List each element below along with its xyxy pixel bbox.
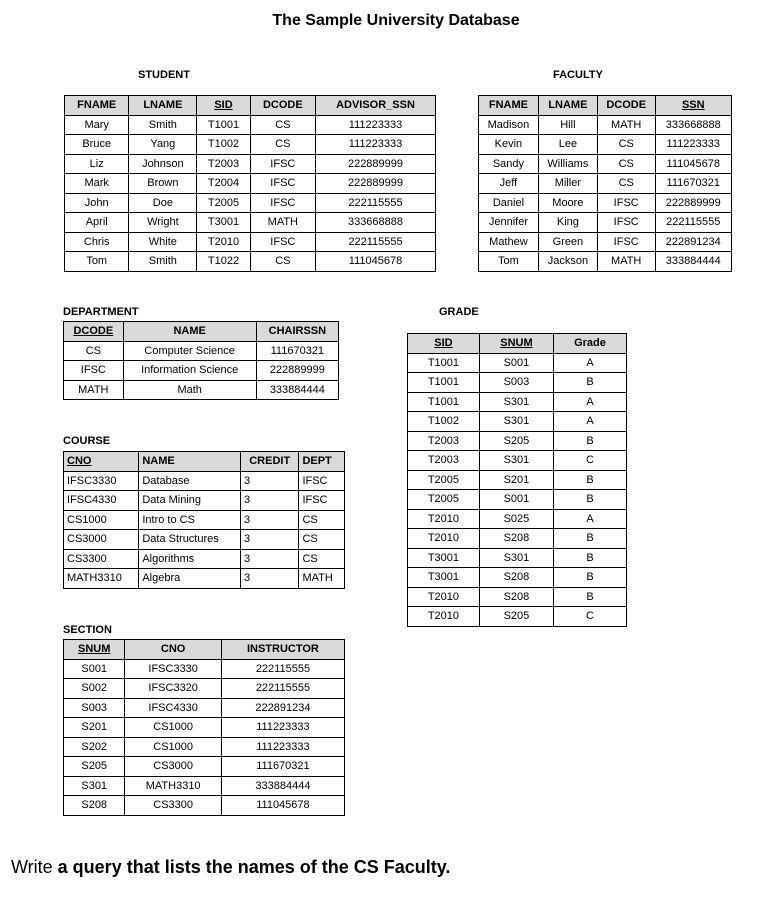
faculty-label: FACULTY <box>553 69 603 81</box>
cell: T3001 <box>197 213 250 233</box>
cell: C <box>553 451 626 471</box>
question-prefix: Write <box>11 857 58 877</box>
cell: Data Structures <box>139 530 241 550</box>
cell: A <box>553 353 626 373</box>
student-label: STUDENT <box>138 69 190 81</box>
cell: 222889999 <box>256 361 338 381</box>
cell: 222891234 <box>221 698 344 718</box>
cell: Smith <box>129 115 197 135</box>
page-title: The Sample University Database <box>272 12 520 29</box>
cell: T3001 <box>408 548 480 568</box>
cell: S001 <box>64 659 125 679</box>
cell: Algebra <box>139 569 241 589</box>
cell: 222115555 <box>221 659 344 679</box>
cell: 3 <box>241 471 299 491</box>
cell: Tom <box>479 252 539 272</box>
cell: S001 <box>479 490 553 510</box>
cell: Data Mining <box>139 491 241 511</box>
department-header-dcode: DCODE <box>64 322 124 342</box>
cell: S301 <box>479 451 553 471</box>
cell: 111670321 <box>221 757 344 777</box>
cell: 222889999 <box>655 193 732 213</box>
cell: Intro to CS <box>139 510 241 530</box>
table-row <box>479 193 732 213</box>
section-header-snum: SNUM <box>64 640 125 660</box>
cell: CS <box>597 154 655 174</box>
cell: T1001 <box>408 353 480 373</box>
table-row <box>64 659 345 679</box>
cell: Mary <box>65 115 129 135</box>
faculty-header-lname: LNAME <box>538 96 597 116</box>
cell: B <box>553 373 626 393</box>
cell: Information Science <box>123 361 256 381</box>
section-header-cno: CNO <box>125 640 221 660</box>
grade-label: GRADE <box>439 306 479 318</box>
cell: 111223333 <box>221 718 344 738</box>
cell: IFSC3330 <box>125 659 221 679</box>
cell: 111223333 <box>315 115 435 135</box>
table-row <box>408 353 627 373</box>
cell: CS <box>299 549 345 569</box>
cell: Jennifer <box>479 213 539 233</box>
cell: T1001 <box>408 373 480 393</box>
cell: CS <box>250 115 315 135</box>
course-label: COURSE <box>63 435 111 447</box>
cell: White <box>129 232 197 252</box>
cell: IFSC <box>299 471 345 491</box>
table-row <box>64 737 345 757</box>
cell: S001 <box>479 353 553 373</box>
question-text <box>11 857 450 878</box>
cell: 222891234 <box>655 232 732 252</box>
table-row <box>408 373 627 393</box>
faculty-header-fname: FNAME <box>479 96 539 116</box>
cell: CS1000 <box>64 510 139 530</box>
department-label: DEPARTMENT <box>63 306 139 318</box>
cell: S301 <box>64 776 125 796</box>
cell: CS <box>250 135 315 155</box>
cell: 3 <box>241 510 299 530</box>
student-table <box>64 95 436 272</box>
cell: Green <box>538 232 597 252</box>
table-row <box>408 509 627 529</box>
cell: Williams <box>538 154 597 174</box>
table-row <box>65 232 436 252</box>
cell: Hill <box>538 115 597 135</box>
table-row <box>408 568 627 588</box>
course-header-name: NAME <box>139 452 241 472</box>
cell: 222115555 <box>315 232 435 252</box>
cell: 222889999 <box>315 154 435 174</box>
cell: Lee <box>538 135 597 155</box>
cell: CS1000 <box>125 718 221 738</box>
grade-header-grade: Grade <box>553 334 626 354</box>
cell: S205 <box>479 431 553 451</box>
cell: 222115555 <box>221 679 344 699</box>
cell: IFSC <box>64 361 124 381</box>
cell: 3 <box>241 569 299 589</box>
cell: A <box>553 509 626 529</box>
cell: B <box>553 490 626 510</box>
cell: Mathew <box>479 232 539 252</box>
cell: T2010 <box>408 529 480 549</box>
department-header-name: NAME <box>123 322 256 342</box>
cell: Chris <box>65 232 129 252</box>
table-row <box>64 776 345 796</box>
cell: April <box>65 213 129 233</box>
cell: Madison <box>479 115 539 135</box>
cell: A <box>553 392 626 412</box>
cell: CS3300 <box>64 549 139 569</box>
cell: T2005 <box>408 490 480 510</box>
cell: Doe <box>129 193 197 213</box>
cell: B <box>553 587 626 607</box>
cell: CS1000 <box>125 737 221 757</box>
table-row <box>408 607 627 627</box>
cell: Tom <box>65 252 129 272</box>
cell: Math <box>123 380 256 400</box>
cell: S301 <box>479 548 553 568</box>
cell: Kevin <box>479 135 539 155</box>
cell: S003 <box>479 373 553 393</box>
cell: Computer Science <box>123 341 256 361</box>
cell: S205 <box>64 757 125 777</box>
cell: T3001 <box>408 568 480 588</box>
cell: 111045678 <box>315 252 435 272</box>
cell: CS <box>597 135 655 155</box>
cell: Liz <box>65 154 129 174</box>
cell: Jeff <box>479 174 539 194</box>
cell: S003 <box>64 698 125 718</box>
table-row <box>408 490 627 510</box>
cell: IFSC3320 <box>125 679 221 699</box>
grade-table <box>407 333 627 627</box>
cell: CS3000 <box>64 530 139 550</box>
cell: B <box>553 431 626 451</box>
table-row <box>65 135 436 155</box>
cell: Sandy <box>479 154 539 174</box>
cell: MATH <box>597 252 655 272</box>
table-row <box>408 412 627 432</box>
cell: Database <box>139 471 241 491</box>
cell: B <box>553 470 626 490</box>
faculty-table <box>478 95 732 272</box>
cell: 111670321 <box>655 174 732 194</box>
cell: 111045678 <box>655 154 732 174</box>
cell: T1002 <box>197 135 250 155</box>
grade-header-sid: SID <box>408 334 480 354</box>
cell: S208 <box>479 587 553 607</box>
cell: IFSC3330 <box>64 471 139 491</box>
grade-header-snum: SNUM <box>479 334 553 354</box>
cell: 333884444 <box>655 252 732 272</box>
table-row <box>64 341 339 361</box>
student-header-advisor-ssn: ADVISOR_SSN <box>315 96 435 116</box>
cell: 222115555 <box>655 213 732 233</box>
cell: S025 <box>479 509 553 529</box>
cell: IFSC <box>597 232 655 252</box>
cell: IFSC <box>299 491 345 511</box>
cell: S208 <box>64 796 125 816</box>
cell: 3 <box>241 530 299 550</box>
course-header-credit: CREDIT <box>241 452 299 472</box>
cell: T2003 <box>197 154 250 174</box>
cell: C <box>553 607 626 627</box>
cell: 222115555 <box>315 193 435 213</box>
course-table <box>63 451 345 589</box>
table-row <box>64 718 345 738</box>
cell: 111045678 <box>221 796 344 816</box>
cell: S301 <box>479 392 553 412</box>
cell: 111223333 <box>315 135 435 155</box>
cell: CS <box>64 341 124 361</box>
table-row <box>479 252 732 272</box>
table-row <box>65 213 436 233</box>
cell: S201 <box>64 718 125 738</box>
cell: 3 <box>241 491 299 511</box>
cell: John <box>65 193 129 213</box>
cell: 3 <box>241 549 299 569</box>
cell: T1002 <box>408 412 480 432</box>
cell: CS <box>250 252 315 272</box>
table-row <box>64 510 345 530</box>
cell: T1001 <box>197 115 250 135</box>
cell: CS <box>299 510 345 530</box>
table-row <box>64 530 345 550</box>
cell: 333668888 <box>655 115 732 135</box>
cell: MATH3310 <box>125 776 221 796</box>
cell: CS3000 <box>125 757 221 777</box>
cell: MATH <box>250 213 315 233</box>
cell: S208 <box>479 568 553 588</box>
table-row <box>65 193 436 213</box>
cell: Miller <box>538 174 597 194</box>
cell: S301 <box>479 412 553 432</box>
cell: Algorithms <box>139 549 241 569</box>
table-row <box>479 174 732 194</box>
cell: S002 <box>64 679 125 699</box>
department-table <box>63 321 339 400</box>
section-table <box>63 639 345 816</box>
cell: S205 <box>479 607 553 627</box>
student-header-dcode: DCODE <box>250 96 315 116</box>
table-row <box>408 470 627 490</box>
table-row <box>64 796 345 816</box>
table-row <box>479 115 732 135</box>
faculty-header-dcode: DCODE <box>597 96 655 116</box>
cell: 333668888 <box>315 213 435 233</box>
cell: IFSC <box>597 193 655 213</box>
table-row <box>408 431 627 451</box>
table-row <box>64 549 345 569</box>
faculty-header-ssn: SSN <box>655 96 732 116</box>
cell: IFSC <box>250 193 315 213</box>
cell: 333884444 <box>221 776 344 796</box>
cell: Smith <box>129 252 197 272</box>
cell: T2010 <box>197 232 250 252</box>
cell: MATH <box>64 380 124 400</box>
student-header-sid: SID <box>197 96 250 116</box>
table-row <box>479 213 732 233</box>
cell: 333884444 <box>256 380 338 400</box>
table-row <box>65 154 436 174</box>
cell: T2010 <box>408 587 480 607</box>
cell: 111223333 <box>221 737 344 757</box>
cell: IFSC4330 <box>64 491 139 511</box>
cell: B <box>553 568 626 588</box>
cell: Wright <box>129 213 197 233</box>
cell: S201 <box>479 470 553 490</box>
cell: CS3300 <box>125 796 221 816</box>
student-header-lname: LNAME <box>129 96 197 116</box>
cell: King <box>538 213 597 233</box>
cell: S202 <box>64 737 125 757</box>
cell: IFSC <box>250 174 315 194</box>
section-label: SECTION <box>63 624 112 636</box>
cell: T2010 <box>408 607 480 627</box>
table-row <box>64 361 339 381</box>
table-row <box>65 174 436 194</box>
table-row <box>65 115 436 135</box>
table-row <box>479 232 732 252</box>
cell: T1001 <box>408 392 480 412</box>
table-row <box>408 548 627 568</box>
table-row <box>64 698 345 718</box>
cell: S208 <box>479 529 553 549</box>
cell: IFSC <box>597 213 655 233</box>
cell: A <box>553 412 626 432</box>
cell: CS <box>597 174 655 194</box>
cell: Moore <box>538 193 597 213</box>
cell: T2003 <box>408 431 480 451</box>
student-header-fname: FNAME <box>65 96 129 116</box>
table-row <box>408 587 627 607</box>
cell: Bruce <box>65 135 129 155</box>
cell: MATH <box>299 569 345 589</box>
cell: Mark <box>65 174 129 194</box>
table-row <box>479 135 732 155</box>
question-bold: a query that lists the names of the CS Faculty. <box>57 857 451 877</box>
cell: Yang <box>129 135 197 155</box>
cell: IFSC4330 <box>125 698 221 718</box>
cell: Jackson <box>538 252 597 272</box>
cell: T1022 <box>197 252 250 272</box>
table-row <box>479 154 732 174</box>
table-row <box>64 679 345 699</box>
cell: MATH3310 <box>64 569 139 589</box>
cell: 111223333 <box>655 135 732 155</box>
cell: 111670321 <box>256 341 338 361</box>
section-header-instructor: INSTRUCTOR <box>221 640 344 660</box>
cell: B <box>553 529 626 549</box>
cell: Brown <box>129 174 197 194</box>
cell: T2003 <box>408 451 480 471</box>
cell: T2005 <box>197 193 250 213</box>
table-row <box>64 757 345 777</box>
cell: B <box>553 548 626 568</box>
cell: Johnson <box>129 154 197 174</box>
table-row <box>65 252 436 272</box>
table-row <box>64 471 345 491</box>
cell: T2005 <box>408 470 480 490</box>
cell: CS <box>299 530 345 550</box>
table-row <box>408 529 627 549</box>
department-header-chairssn: CHAIRSSN <box>256 322 338 342</box>
table-row <box>64 380 339 400</box>
table-row <box>64 491 345 511</box>
cell: T2004 <box>197 174 250 194</box>
cell: IFSC <box>250 154 315 174</box>
cell: 222889999 <box>315 174 435 194</box>
cell: T2010 <box>408 509 480 529</box>
table-row <box>408 392 627 412</box>
course-header-dept: DEPT <box>299 452 345 472</box>
cell: IFSC <box>250 232 315 252</box>
course-header-cno: CNO <box>64 452 139 472</box>
cell: MATH <box>597 115 655 135</box>
table-row <box>408 451 627 471</box>
cell: Daniel <box>479 193 539 213</box>
table-row <box>64 569 345 589</box>
